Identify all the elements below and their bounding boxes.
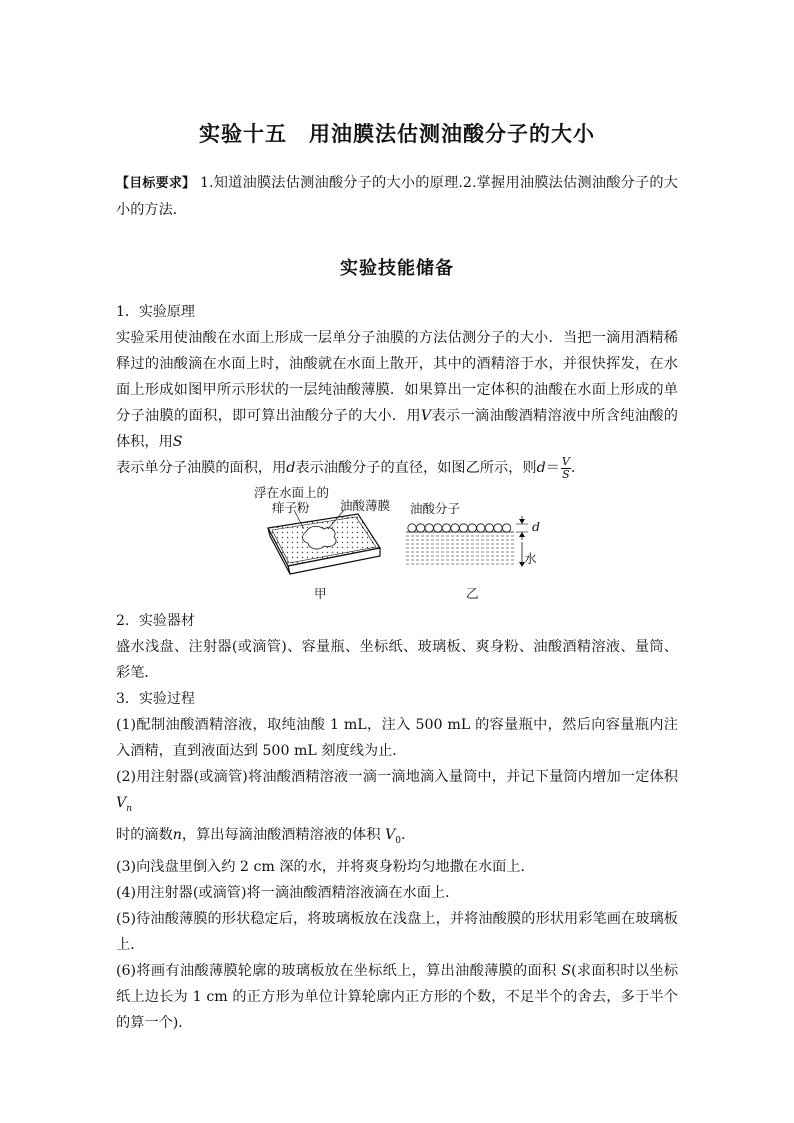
process-step-3: (3)向浅盘里倒入约 2 cm 深的水，并将爽身粉均匀地撒在水面上．: [116, 858, 535, 875]
step2-vn: V: [116, 795, 127, 811]
formula-end: .: [570, 460, 576, 476]
step2-v0-sub: 0: [395, 835, 402, 846]
molecule-circle: [459, 524, 467, 532]
label-d: d: [532, 519, 541, 534]
molecule-circle: [416, 524, 424, 532]
equipment-heading: 2．实验器材: [116, 613, 195, 629]
page-title: 实验十五 用油膜法估测油酸分子的大小: [199, 122, 595, 146]
step2-v0: V: [385, 826, 396, 843]
principle-section: [116, 299, 678, 481]
molecule-circle: [477, 524, 485, 532]
process-step-1: (1)配制油酸酒精溶液，取纯油酸 1 mL，注入 500 mL 的容量瓶中，然后向容量瓶内注入酒精，直到液面达到 500 mL 刻度线为止．: [116, 717, 678, 759]
goal-text: 1.知道油膜法估测油酸分子的大小的原理.2.掌握用油膜法估测油酸分子的大小的方法．: [116, 175, 678, 218]
principle-text-2: 表示一滴油酸酒精溶液中所含纯油酸的体积，用: [116, 408, 678, 450]
var-s: S: [172, 434, 183, 450]
step2-text-d: .: [401, 826, 406, 843]
equipment-text: 盛水浅盘、注射器(或滴管)、容量瓶、坐标纸、玻璃板、爽身粉、油酸酒精溶液、量筒、彩笔．: [116, 639, 678, 681]
formula-fraction: [561, 456, 571, 481]
molecule-circle: [408, 524, 416, 532]
var-d: d: [286, 460, 296, 476]
principle-paragraph: [116, 325, 678, 481]
step2-text-b: 时的滴数: [116, 826, 173, 843]
molecule-circle: [425, 524, 433, 532]
principle-text-4: 表示油酸分子的直径，如图乙所示，则: [295, 460, 537, 476]
principle-text-3: 表示单分子油膜的面积，用: [116, 460, 287, 476]
formula-numerator: V: [561, 454, 570, 468]
molecule-circle: [494, 524, 502, 532]
formula-eq: ＝: [545, 460, 560, 476]
label-molecule: 油酸分子: [410, 501, 461, 516]
molecule-circle: [442, 524, 450, 532]
process-heading: 3．实验过程: [116, 691, 195, 707]
var-v: V: [420, 408, 432, 424]
molecule-circle: [434, 524, 442, 532]
step6-text-b: (求面积时以坐标纸上边长为 1 cm 的正方形为单位计算轮廓内正方形的个数，不足半个的舍去，多于半个的算一个)．: [116, 962, 679, 1031]
process-step-6: [116, 958, 678, 1036]
molecule-circle: [451, 524, 459, 532]
goal-tag: 【目标要求】: [116, 176, 196, 191]
molecule-circle: [468, 524, 476, 532]
step2-text-c: ，算出每滴油酸酒精溶液的体积: [181, 826, 386, 843]
step2-vn-sub: n: [126, 803, 133, 814]
label-film: 油酸薄膜: [340, 498, 391, 513]
process-step-4: (4)用注射器(或滴管)将一滴油酸酒精溶液滴在水面上．: [116, 884, 460, 901]
label-powder-1: 浮在水面上的: [254, 485, 330, 500]
label-water: 水: [524, 551, 537, 566]
tray-drawing: [268, 510, 380, 574]
process-section: [116, 686, 678, 1036]
experiment-figure: [246, 486, 556, 604]
principle-text-1: 实验采用使油酸在水面上形成一层单分子油膜的方法估测分子的大小．当把一滴用酒精稀释过的油酸滴在水面上时，油酸就在水面上散开，其中的酒精溶于水，并很快挥发，在水面上形成如图甲所示形状的一层纯油酸薄膜．如果算出一定体积的油酸在水面上形成的单分子油膜的面积，即可算出油酸分子的大小．用: [116, 330, 678, 424]
formula-lhs: d: [536, 460, 546, 476]
equipment-section: [116, 608, 678, 686]
principle-heading: 1．实验原理: [116, 304, 195, 320]
label-powder-2: 痱子粉: [272, 500, 310, 515]
step2-n: n: [172, 826, 182, 843]
process-step-5: (5)待油酸薄膜的形状稳定后，将玻璃板放在浅盘上，并将油酸膜的形状用彩笔画在玻璃板上．: [116, 910, 678, 953]
step2-text-a: (2)用注射器(或滴管)将油酸酒精溶液一滴一滴地滴入量筒中，并记下量筒内增加一定体积: [116, 769, 678, 785]
learning-goals: [116, 170, 678, 223]
section-title: 实验技能储备: [340, 258, 454, 279]
step6-s: S: [561, 962, 572, 979]
molecule-circle: [502, 524, 510, 532]
caption-b: 乙: [466, 586, 479, 601]
caption-a: 甲: [314, 586, 327, 601]
process-step-2: [116, 764, 678, 854]
formula-denominator: S: [562, 467, 570, 481]
molecule-drawing: [406, 516, 528, 567]
molecule-circle: [485, 524, 493, 532]
molecule-row: [408, 524, 511, 532]
step6-text-a: (6)将画有油酸薄膜轮廓的玻璃板放在坐标纸上，算出油酸薄膜的面积: [116, 962, 562, 979]
